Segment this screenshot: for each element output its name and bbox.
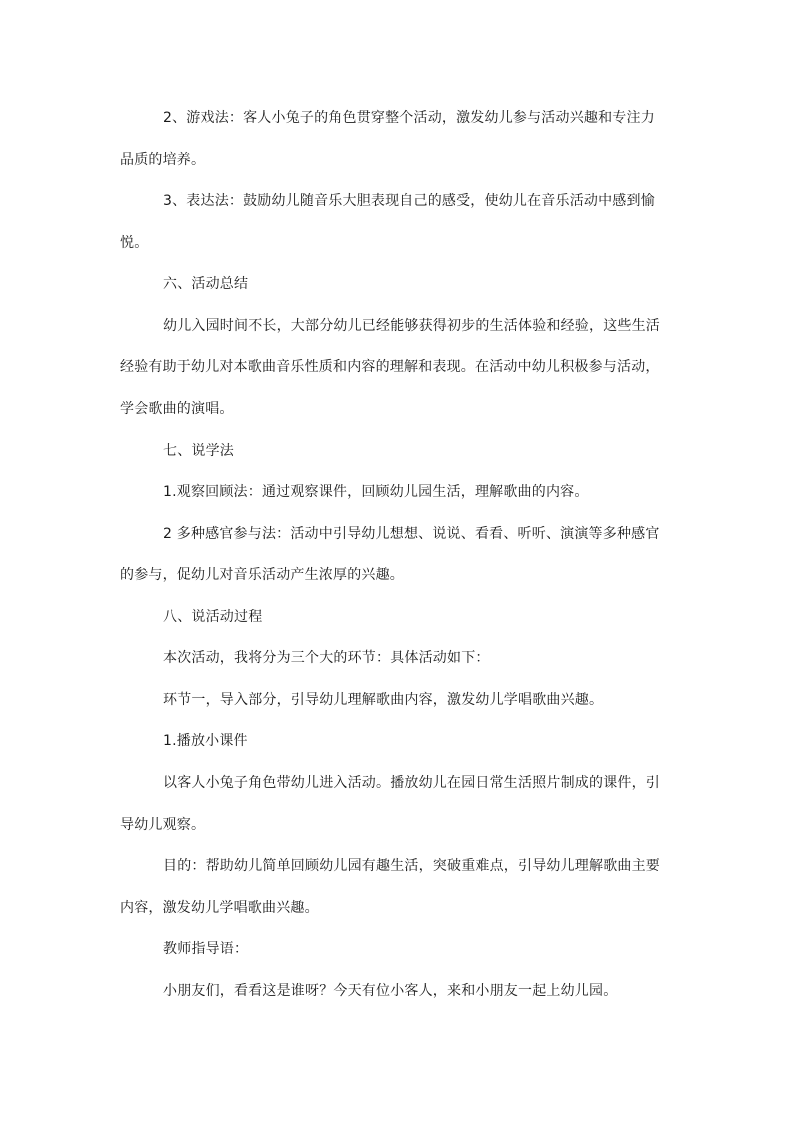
text-line: 幼儿入园时间不长，大部分幼儿已经能够获得初步的生活体验和经验，这些生活 (163, 318, 660, 334)
text-line: 3、表达法：鼓励幼儿随音乐大胆表现自己的感受，使幼儿在音乐活动中感到愉 (163, 193, 655, 209)
section-heading: 六、活动总结 (163, 276, 249, 292)
text-line: 的参与，促幼儿对音乐活动产生浓厚的兴趣。 (120, 567, 404, 583)
text-line: 以客人小兔子角色带幼儿进入活动。播放幼儿在园日常生活照片制成的课件，引 (163, 775, 660, 791)
text-line: 教师指导语： (163, 941, 249, 957)
text-line: 目的：帮助幼儿简单回顾幼儿园有趣生活，突破重难点，引导幼儿理解歌曲主要 (163, 858, 660, 874)
text-line: 2、游戏法：客人小兔子的角色贯穿整个活动，激发幼儿参与活动兴趣和专注力 (163, 110, 655, 126)
text-line: 学会歌曲的演唱。 (120, 401, 234, 417)
text-line: 环节一，导入部分，引导幼儿理解歌曲内容，激发幼儿学唱歌曲兴趣。 (163, 692, 604, 708)
text-line: 经验有助于幼儿对本歌曲音乐性质和内容的理解和表现。在活动中幼儿积极参与活动， (120, 359, 660, 375)
text-line: 1.播放小课件 (163, 733, 248, 749)
section-heading: 八、说活动过程 (163, 609, 263, 625)
text-line: 本次活动，我将分为三个大的环节：具体活动如下： (163, 650, 490, 666)
text-line: 导幼儿观察。 (120, 817, 206, 833)
text-line: 品质的培养。 (120, 152, 206, 168)
text-line: 2 多种感官参与法：活动中引导幼儿想想、说说、看看、听听、演演等多种感官 (163, 526, 660, 542)
text-line: 悦。 (120, 235, 149, 251)
text-line: 1.观察回顾法：通过观察课件，回顾幼儿园生活，理解歌曲的内容。 (163, 484, 589, 500)
text-line: 内容，激发幼儿学唱歌曲兴趣。 (120, 900, 319, 916)
section-heading: 七、说学法 (163, 443, 234, 459)
text-line: 小朋友们，看看这是谁呀？今天有位小客人，来和小朋友一起上幼儿园。 (163, 983, 618, 999)
